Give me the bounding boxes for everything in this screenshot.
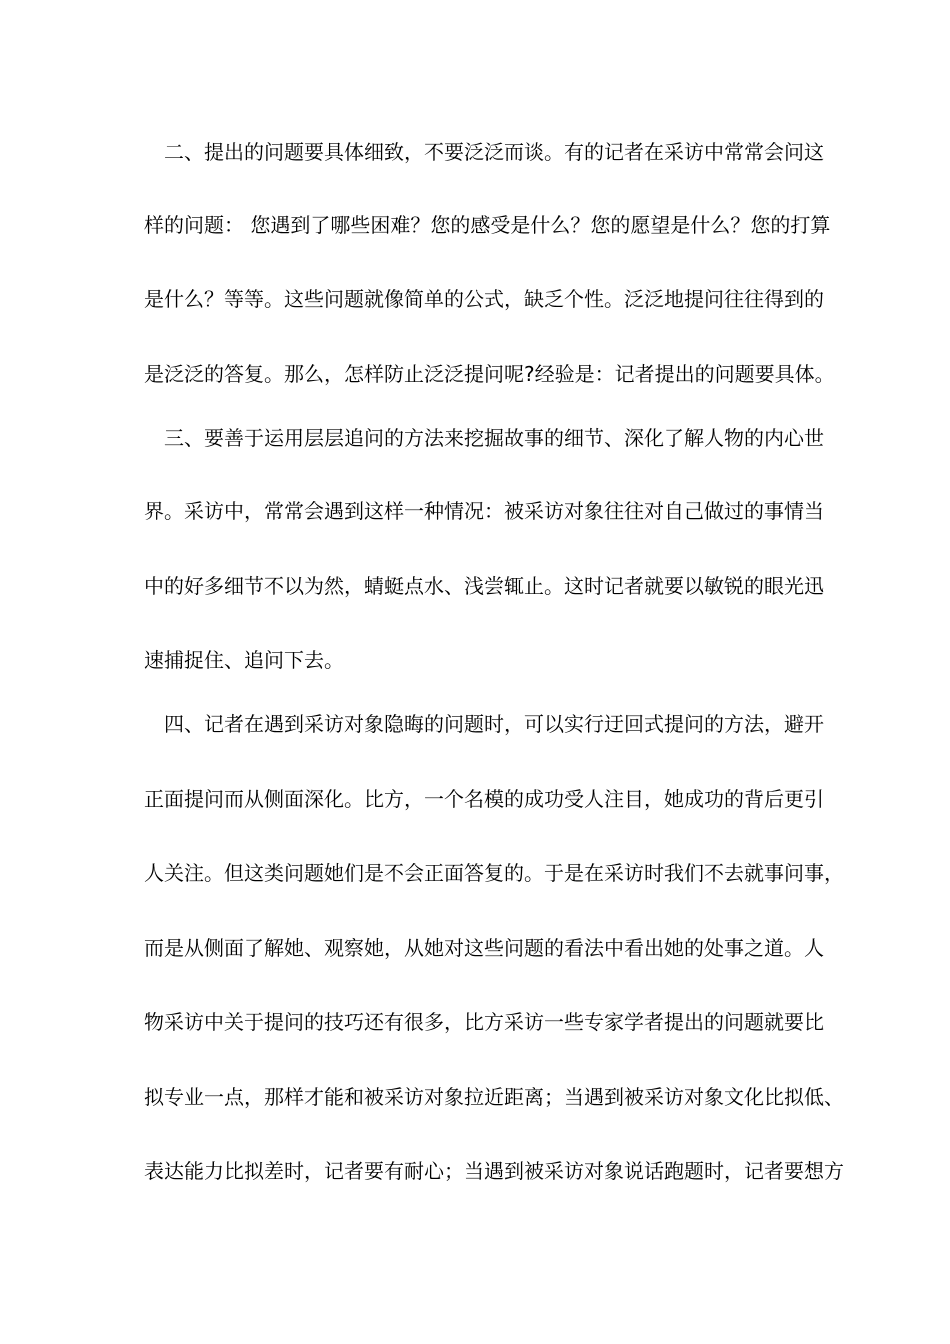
paragraph-4-line-5: 物采访中关于提问的技巧还有很多，比方采访一些专家学者提出的问题就要比: [144, 1010, 824, 1034]
paragraph-2-line-1: 二、提出的问题要具体细致，不要泛泛而谈。有的记者在采访中常常会问这: [144, 140, 824, 164]
paragraph-2-line-3: 是什么？等等。这些问题就像简单的公式，缺乏个性。泛泛地提问往往得到的: [144, 287, 824, 311]
paragraph-4-line-2: 正面提问而从侧面深化。比方，一个名模的成功受人注目，她成功的背后更引: [144, 787, 824, 811]
paragraph-2-line-2: 样的问题： 您遇到了哪些困难？您的感受是什么？您的愿望是什么？您的打算: [144, 213, 831, 237]
paragraph-3-line-3: 中的好多细节不以为然，蜻蜓点水、浅尝辄止。这时记者就要以敏锐的眼光迅: [144, 574, 824, 598]
paragraph-3-line-2: 界。采访中，常常会遇到这样一种情况：被采访对象往往对自己做过的事情当: [144, 499, 824, 523]
paragraph-3-line-4: 速捕捉住、追问下去。: [144, 648, 344, 672]
paragraph-4-line-3: 人关注。但这类问题她们是不会正面答复的。于是在采访时我们不去就事问事，: [144, 861, 844, 885]
paragraph-2-line-4: 是泛泛的答复。那么，怎样防止泛泛提问呢?经验是：记者提出的问题要具体。: [144, 362, 835, 386]
paragraph-4-line-7: 表达能力比拟差时，记者要有耐心；当遇到被采访对象说话跑题时，记者要想方: [144, 1159, 844, 1183]
paragraph-4-line-4: 而是从侧面了解她、观察她，从她对这些问题的看法中看出她的处事之道。人: [144, 936, 824, 960]
paragraph-3-line-1: 三、要善于运用层层追问的方法来挖掘故事的细节、深化了解人物的内心世: [144, 426, 824, 450]
paragraph-4-line-6: 拟专业一点，那样才能和被采访对象拉近距离；当遇到被采访对象文化比拟低、: [144, 1085, 844, 1109]
paragraph-4-line-1: 四、记者在遇到采访对象隐晦的问题时，可以实行迂回式提问的方法，避开: [144, 712, 824, 736]
